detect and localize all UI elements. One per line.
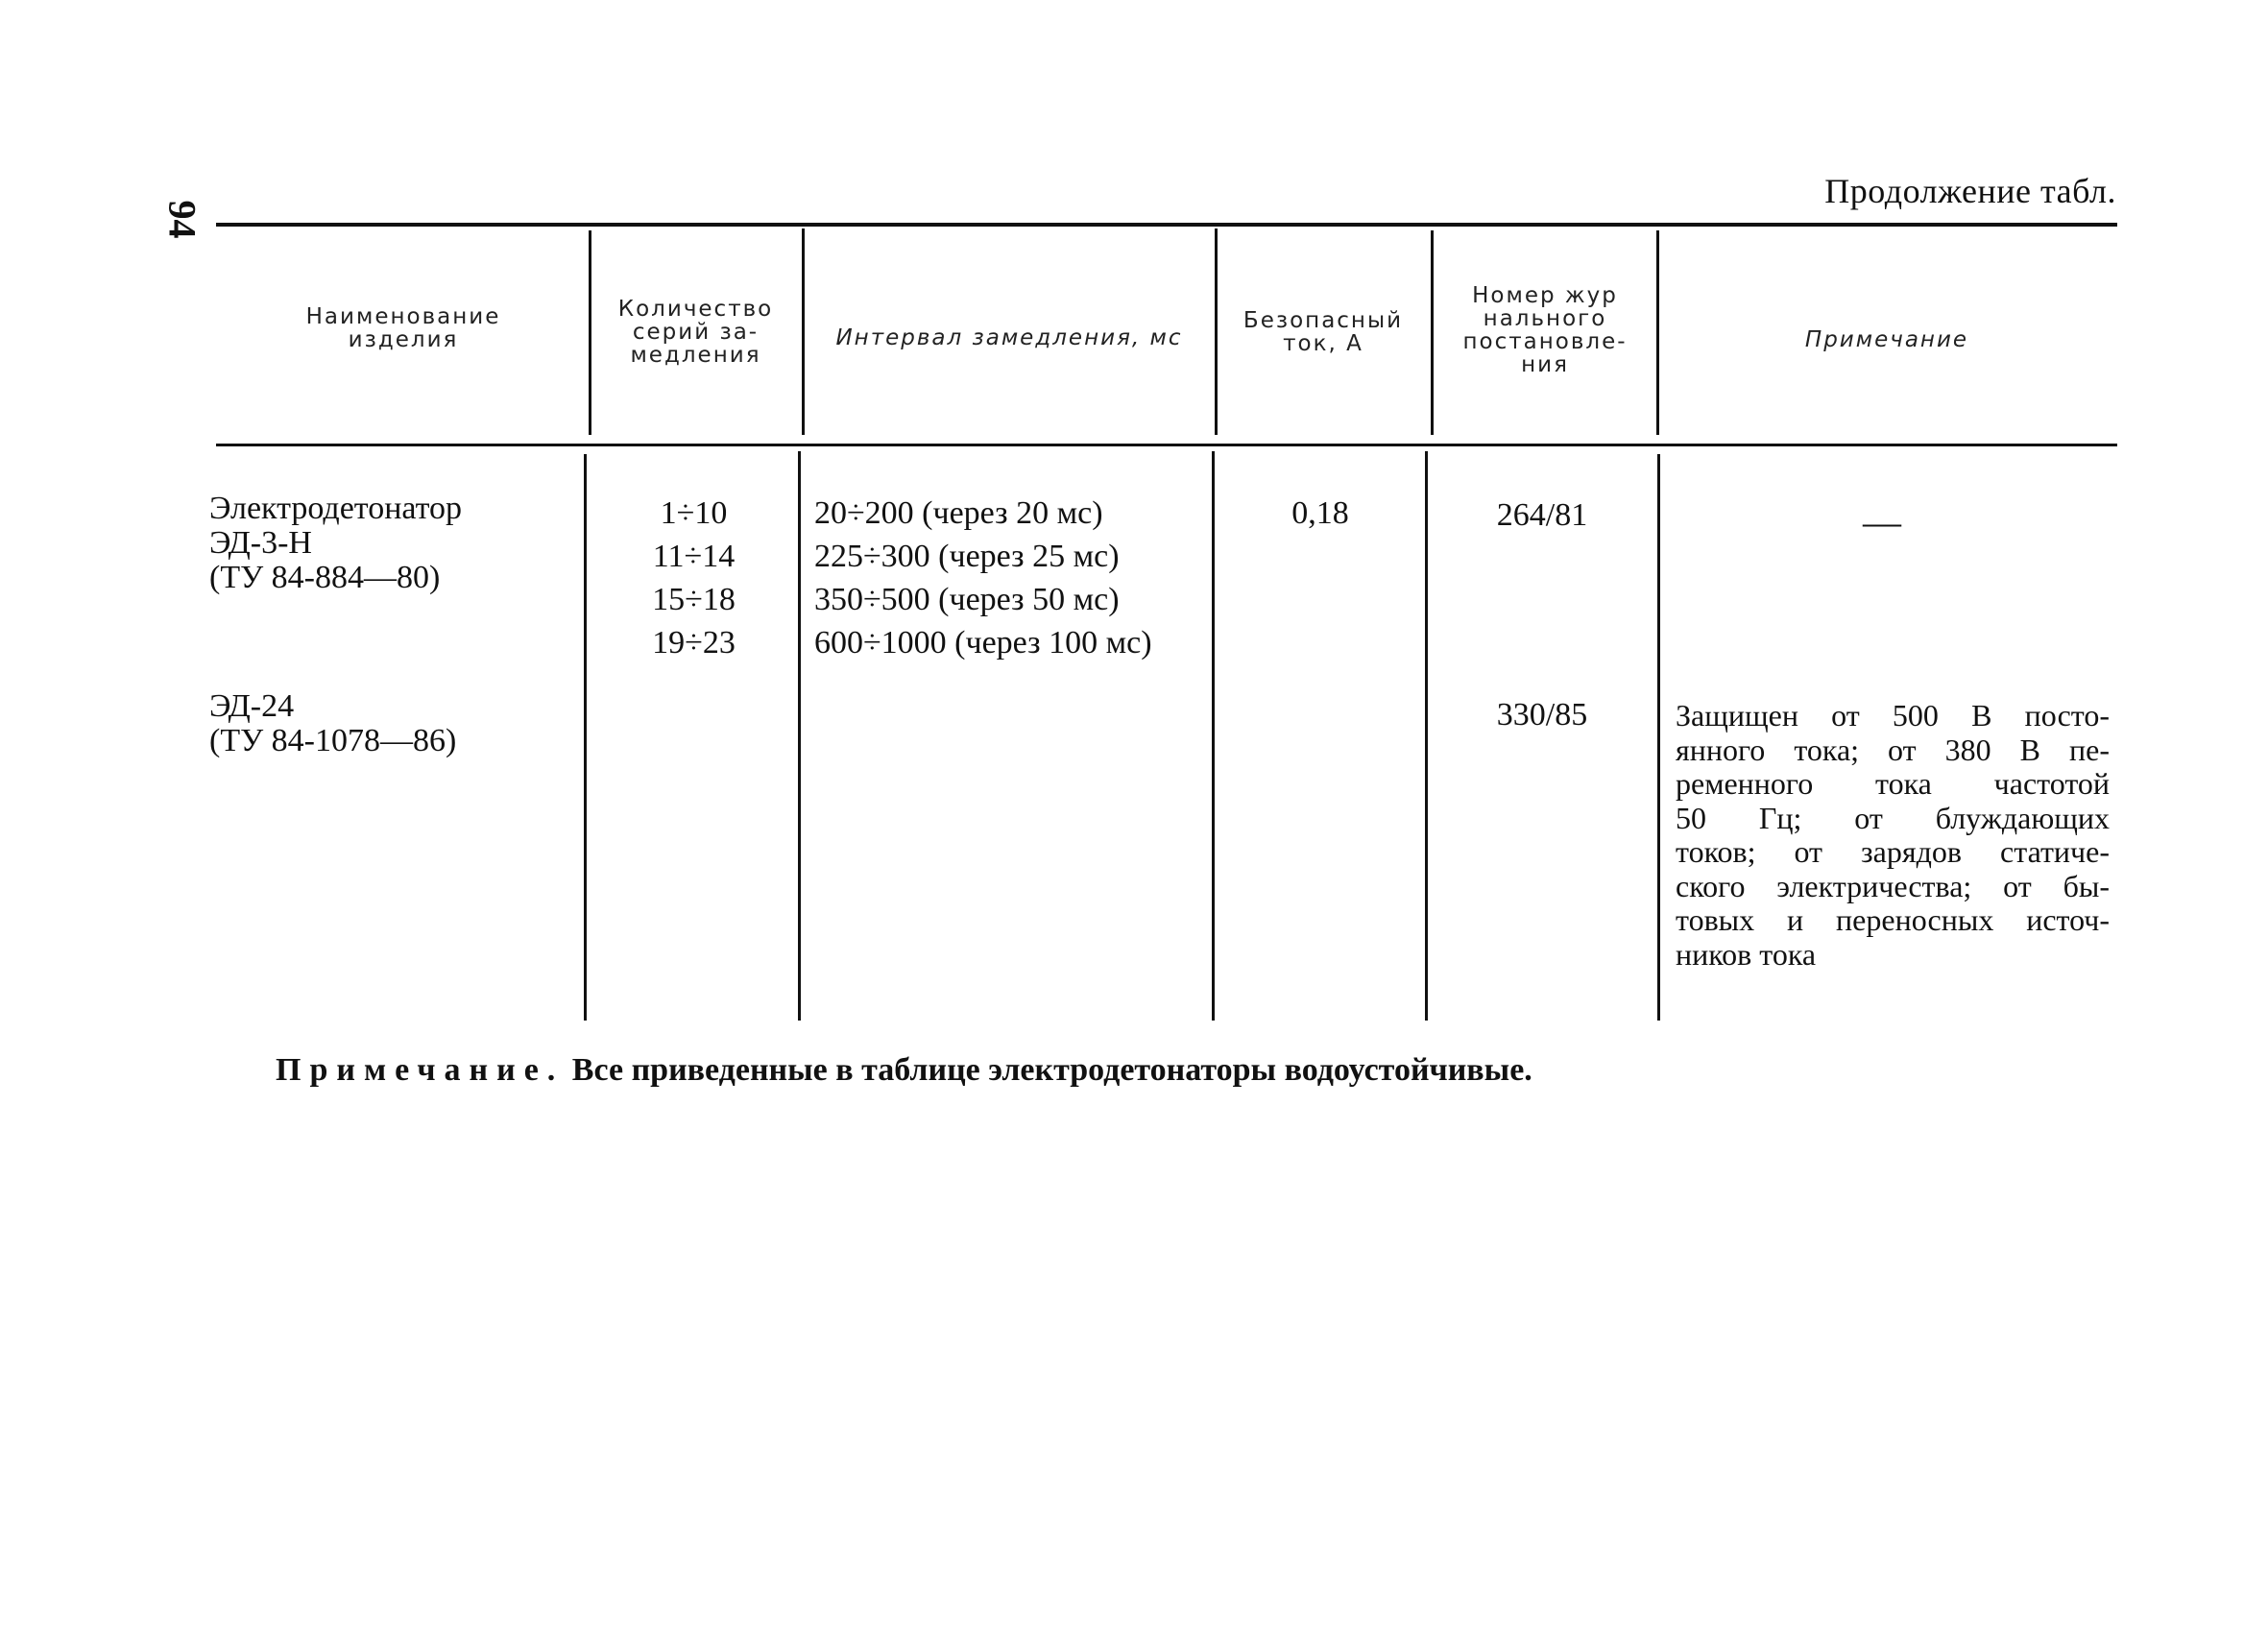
header-name-line: Наименование <box>305 304 501 329</box>
header-current-line: Безопасный <box>1243 308 1404 333</box>
row1-journal-value: 264/81 <box>1496 497 1588 533</box>
row1-current <box>1216 492 1425 535</box>
body-divider-5 <box>1657 454 1660 1021</box>
row2-note-line: янного тока; от 380 В пе- <box>1676 732 2110 767</box>
row1-interval-line: 600÷1000 (через 100 мс) <box>814 625 1152 661</box>
header-journal-line: нального <box>1483 306 1607 331</box>
row1-name <box>209 492 462 595</box>
row2-name-line: (ТУ 84-1078—86) <box>209 723 457 758</box>
row2-note-line: 50 Гц; от блуждающих <box>1676 800 2110 835</box>
footnote-label: Примечание. <box>276 1052 565 1088</box>
header-current-line: ток, А <box>1283 331 1363 356</box>
row2-name <box>209 689 456 758</box>
page-number: 94 <box>160 200 205 239</box>
footnote-text: Все приведенные в таблице электродетонаторы водоустойчивые. <box>564 1052 1532 1088</box>
header-current <box>1218 309 1429 355</box>
header-divider-4 <box>1431 230 1434 435</box>
row1-name-line: ЭД-3-Н <box>209 525 312 561</box>
header-interval <box>807 326 1212 349</box>
row1-interval-line: 20÷200 (через 20 мс) <box>814 495 1103 531</box>
row1-name-line: (ТУ 84-884—80) <box>209 560 441 595</box>
row2-name-line: ЭД-24 <box>209 688 295 724</box>
row1-interval <box>814 492 1152 664</box>
header-series <box>592 298 799 367</box>
row2-note-line: Защищен от 500 В посто- <box>1676 698 2110 733</box>
header-series-line: серий за- <box>632 320 760 345</box>
header-divider-2 <box>802 228 805 435</box>
body-divider-3 <box>1212 451 1215 1021</box>
body-divider-4 <box>1425 451 1428 1021</box>
row1-name-line: Электродетонатор <box>209 491 463 526</box>
header-name-line: изделия <box>348 327 459 352</box>
row2-note-line: товых и переносных источ- <box>1676 902 2110 937</box>
row2-note <box>1676 699 2110 972</box>
row1-series-line: 19÷23 <box>652 625 736 661</box>
body-divider-1 <box>584 454 587 1021</box>
row1-series-line: 1÷10 <box>660 495 728 531</box>
row2-note-line: ского электричества; от бы- <box>1676 868 2110 903</box>
row1-series-line: 11÷14 <box>652 539 736 574</box>
header-journal-line: постановле- <box>1462 329 1628 354</box>
table-top-rule <box>216 223 2117 227</box>
row2-note-line: токов; от зарядов статиче- <box>1676 834 2110 869</box>
footnote <box>276 1052 1532 1089</box>
row1-series <box>595 492 792 664</box>
header-series-line: Количество <box>617 297 774 322</box>
header-divider-5 <box>1656 230 1659 435</box>
header-series-line: медления <box>630 343 761 368</box>
row2-journal <box>1429 693 1655 736</box>
row2-journal-value: 330/85 <box>1496 697 1588 733</box>
header-divider-1 <box>589 230 591 435</box>
table-continuation-label: Продолжение табл. <box>1824 172 2116 210</box>
row1-current-value: 0,18 <box>1291 495 1349 531</box>
table-header-rule <box>216 444 2117 446</box>
row2-note-line: ников тока <box>1676 936 1817 972</box>
header-note-line: Примечание <box>1804 327 1969 352</box>
header-note <box>1661 328 2112 351</box>
row1-journal <box>1429 493 1655 537</box>
row1-interval-line: 225÷300 (через 25 мс) <box>814 539 1120 574</box>
row1-interval-line: 350÷500 (через 50 мс) <box>814 582 1120 617</box>
row2-note-line: ременного тока частотой <box>1676 766 2110 801</box>
row1-series-line: 15÷18 <box>652 582 736 617</box>
header-interval-line: Интервал замедления, мс <box>835 325 1183 350</box>
header-journal <box>1435 284 1655 376</box>
header-name <box>221 305 586 351</box>
row1-note-dash: — <box>1863 500 1901 543</box>
header-journal-line: ния <box>1521 352 1569 377</box>
body-divider-2 <box>798 451 801 1021</box>
header-journal-line: Номер жур <box>1472 283 1618 308</box>
